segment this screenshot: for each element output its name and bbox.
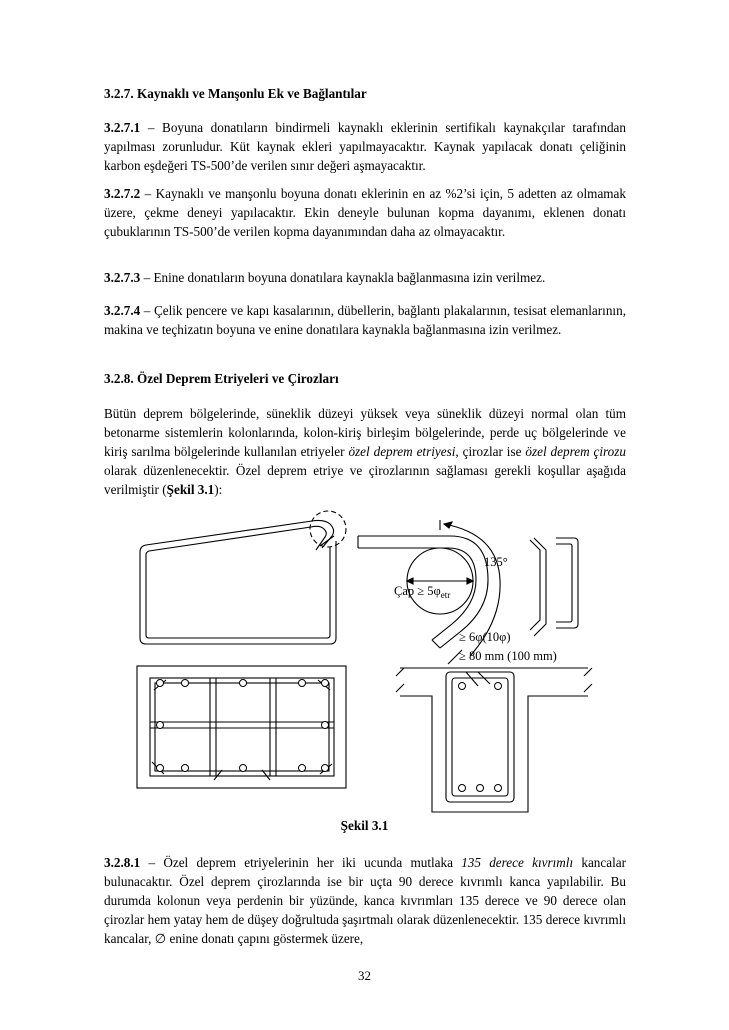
extension-label-1: ≥ 6φ(10φ) (459, 630, 511, 644)
paragraph-number: 3.2.7.1 (104, 120, 141, 135)
paragraph-number: 3.2.7.2 (104, 186, 141, 201)
beam-section-drawing (396, 668, 592, 812)
diameter-label: Çap ≥ $5\varphi_{etr}$ (394, 584, 451, 600)
paragraph-number: 3.2.7.4 (104, 303, 141, 318)
sloped-hoop-drawing (140, 511, 346, 644)
paragraph-text: – Enine donatıların boyuna donatılara kaynakla bağlanmasına izin verilmez. (140, 270, 546, 285)
paragraph-text: – Kaynaklı ve manşonlu boyuna donatı eklerinin en az %2’si için, 5 adetten az olmamak üzere, çekme deneyi yapılacaktır. Ekin deneyle bulunan kopma dayanımı, eklenen donatı çubuklarının TS-500’de verilen kopma dayanımından daha az olmayacaktır. (104, 186, 626, 239)
paragraph-number: 3.2.8.1 (104, 855, 141, 870)
crosstie-drawing (530, 538, 578, 636)
body-text: ): (214, 482, 223, 497)
body-italic: özel deprem çirozu (525, 444, 626, 459)
paragraph-3281 (104, 853, 626, 948)
figure-reference: Şekil 3.1 (166, 482, 215, 497)
page-number: 32 (358, 968, 371, 983)
section-328-heading: 3.2.8. Özel Deprem Etriyeleri ve Çirozları (104, 371, 339, 386)
body-text: Bütün deprem bölgelerinde, süneklik düzeyi yüksek veya süneklik düzeyi normal olan tüm betonarme sistemlerin kolonlarında, kolon-kiriş birleşim bölgelerinde, perde uç bölgelerinde ve kiriş sarılma bölgelerinde kullanılan etriyeler (104, 406, 626, 459)
body-text: olarak düzenlenecektir. Özel deprem etriye ve çirozlarının sağlaması gerekli koşullar aşağıda verilmiştir ( (104, 463, 626, 497)
paragraph-number: 3.2.7.3 (104, 270, 141, 285)
paragraph-text: – Çelik pencere ve kapı kasalarının, dübellerin, bağlantı plakalarının, tesisat elemanlarının, makina ve teçhizatın boyuna ve enine donatılara kaynakla bağlanmasına izin verilmez. (104, 303, 626, 337)
extension-label-2: ≥ 80 mm (100 mm) (459, 649, 557, 663)
paragraph-italic: 135 derece kıvrımlı (461, 855, 574, 870)
paragraph-text: kancalar bulunacaktır. Özel deprem çirozlarında ise bir uçta 90 derece kıvrımlı kanca yapılabilir. Bu durumda kolonun veya perdenin bir yüzünde, kanca kıvrımları 135 derece ve 90 derece olan çirozlar hem yatay hem de düşey doğrultuda şaşırtmalı olarak düzenlenecektir. 135 derece kıvrımlı kancalar, ∅ enine donatı çapını göstermek üzere, (104, 855, 627, 946)
body-italic: özel deprem etriyesi (348, 444, 456, 459)
body-text: , çirozlar ise (455, 444, 526, 459)
angle-label: 135° (484, 555, 508, 569)
paragraph-text: – Özel deprem etriyelerinin her iki ucunda mutlaka (140, 855, 462, 870)
paragraph-text: – Boyuna donatıların bindirmeli kaynaklı eklerinin sertifikalı kaynakçılar tarafından yapılması zorunludur. Küt kaynak ekleri yapılmayacaktır. Kaynak yapılacak donatı çeliğinin karbon eşdeğeri TS-500’de verilen sınır değeri aşmayacaktır. (104, 120, 626, 173)
section-327-heading: 3.2.7. Kaynaklı ve Manşonlu Ek ve Bağlantılar (104, 86, 367, 101)
figure-caption: Şekil 3.1 (340, 818, 389, 833)
